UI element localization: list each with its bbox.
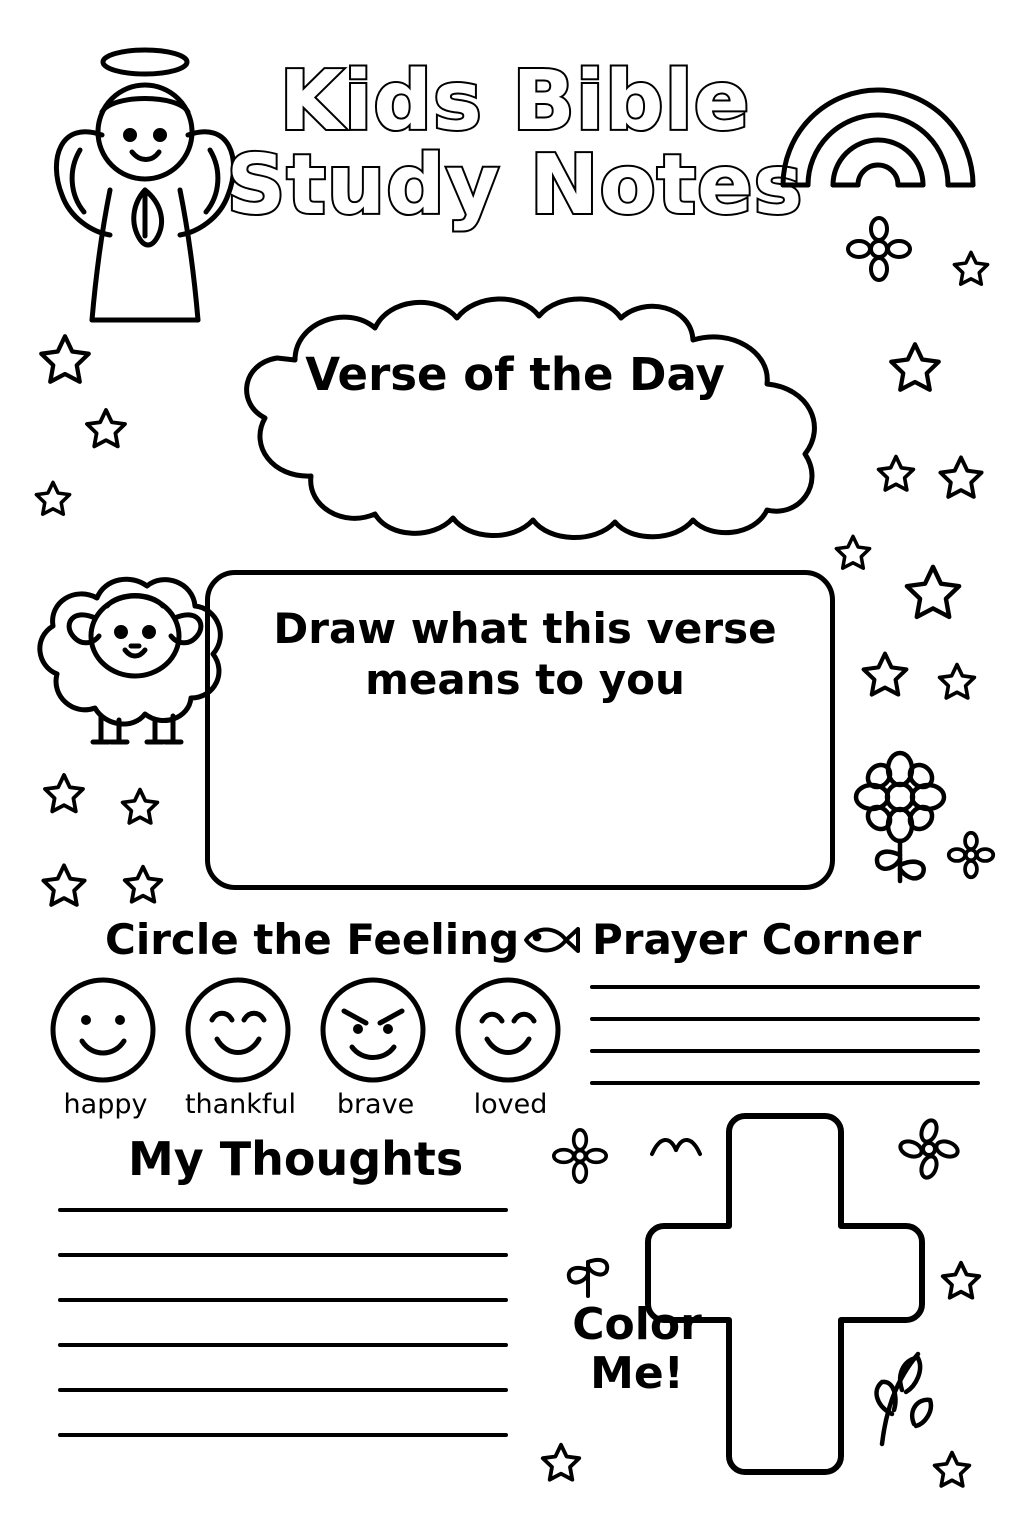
star-icon (118, 785, 162, 829)
feeling-option-brave[interactable] (318, 975, 433, 1120)
flower-icon (948, 832, 994, 878)
page-title (215, 54, 815, 233)
star-icon (935, 452, 987, 504)
writing-line[interactable] (590, 985, 980, 989)
flower-icon (898, 1118, 960, 1180)
feeling-option-loved[interactable] (453, 975, 568, 1120)
star-icon (38, 860, 90, 912)
star-icon (82, 405, 130, 453)
star-icon (538, 1440, 584, 1486)
draw-label-line-1: Draw what this verse (273, 604, 777, 653)
leaf-icon (862, 1340, 942, 1450)
flower-icon (848, 755, 958, 885)
star-icon (935, 660, 979, 704)
star-icon (938, 1258, 984, 1304)
feeling-option-thankful[interactable] (183, 975, 298, 1120)
page-title-line-2: Study Notes (226, 137, 804, 233)
rainbow-icon (775, 75, 980, 190)
writing-line[interactable] (590, 1049, 980, 1053)
verse-of-the-day-label: Verse of the Day (305, 348, 725, 401)
writing-line[interactable] (590, 1081, 980, 1085)
verse-of-the-day-box[interactable] (175, 300, 855, 540)
writing-line[interactable] (58, 1208, 508, 1212)
writing-line[interactable] (58, 1343, 508, 1347)
flower-icon (552, 1128, 608, 1184)
writing-line[interactable] (58, 1253, 508, 1257)
leaf-icon (560, 1240, 616, 1300)
draw-area-box[interactable] (205, 570, 835, 890)
star-icon (120, 862, 166, 908)
prayer-corner-heading: Prayer Corner (592, 915, 922, 964)
color-me-line-1: Color (572, 1299, 702, 1350)
star-icon (35, 330, 95, 390)
star-icon (900, 560, 966, 626)
feeling-label-loved: loved (473, 1089, 548, 1120)
feelings-heading: Circle the Feeling (105, 915, 520, 964)
writing-line[interactable] (58, 1388, 508, 1392)
star-icon (885, 338, 945, 398)
star-icon (930, 1448, 974, 1492)
prayer-corner-lines[interactable] (590, 985, 980, 1085)
bird-icon (648, 1128, 704, 1168)
star-icon (874, 452, 918, 496)
writing-line[interactable] (58, 1298, 508, 1302)
feeling-option-happy[interactable] (48, 975, 163, 1120)
star-icon (40, 770, 88, 818)
writing-line[interactable] (590, 1017, 980, 1021)
star-icon (32, 478, 74, 520)
feeling-label-brave: brave (336, 1089, 415, 1120)
color-me-line-2: Me! (590, 1348, 684, 1400)
feelings-options (48, 975, 568, 1120)
fish-icon (518, 920, 580, 960)
writing-line[interactable] (58, 1433, 508, 1437)
draw-label-line-2: means to you (365, 655, 685, 705)
star-icon (858, 648, 912, 702)
my-thoughts-heading: My Thoughts (128, 1132, 464, 1186)
color-me-label (552, 1300, 722, 1399)
my-thoughts-lines[interactable] (58, 1208, 508, 1437)
draw-area-label (230, 603, 820, 705)
feeling-label-thankful: thankful (184, 1089, 297, 1120)
feeling-label-happy: happy (63, 1089, 148, 1120)
page-title-line-1: Kids Bible (279, 54, 751, 149)
star-icon (950, 248, 992, 290)
flower-icon (848, 218, 910, 280)
